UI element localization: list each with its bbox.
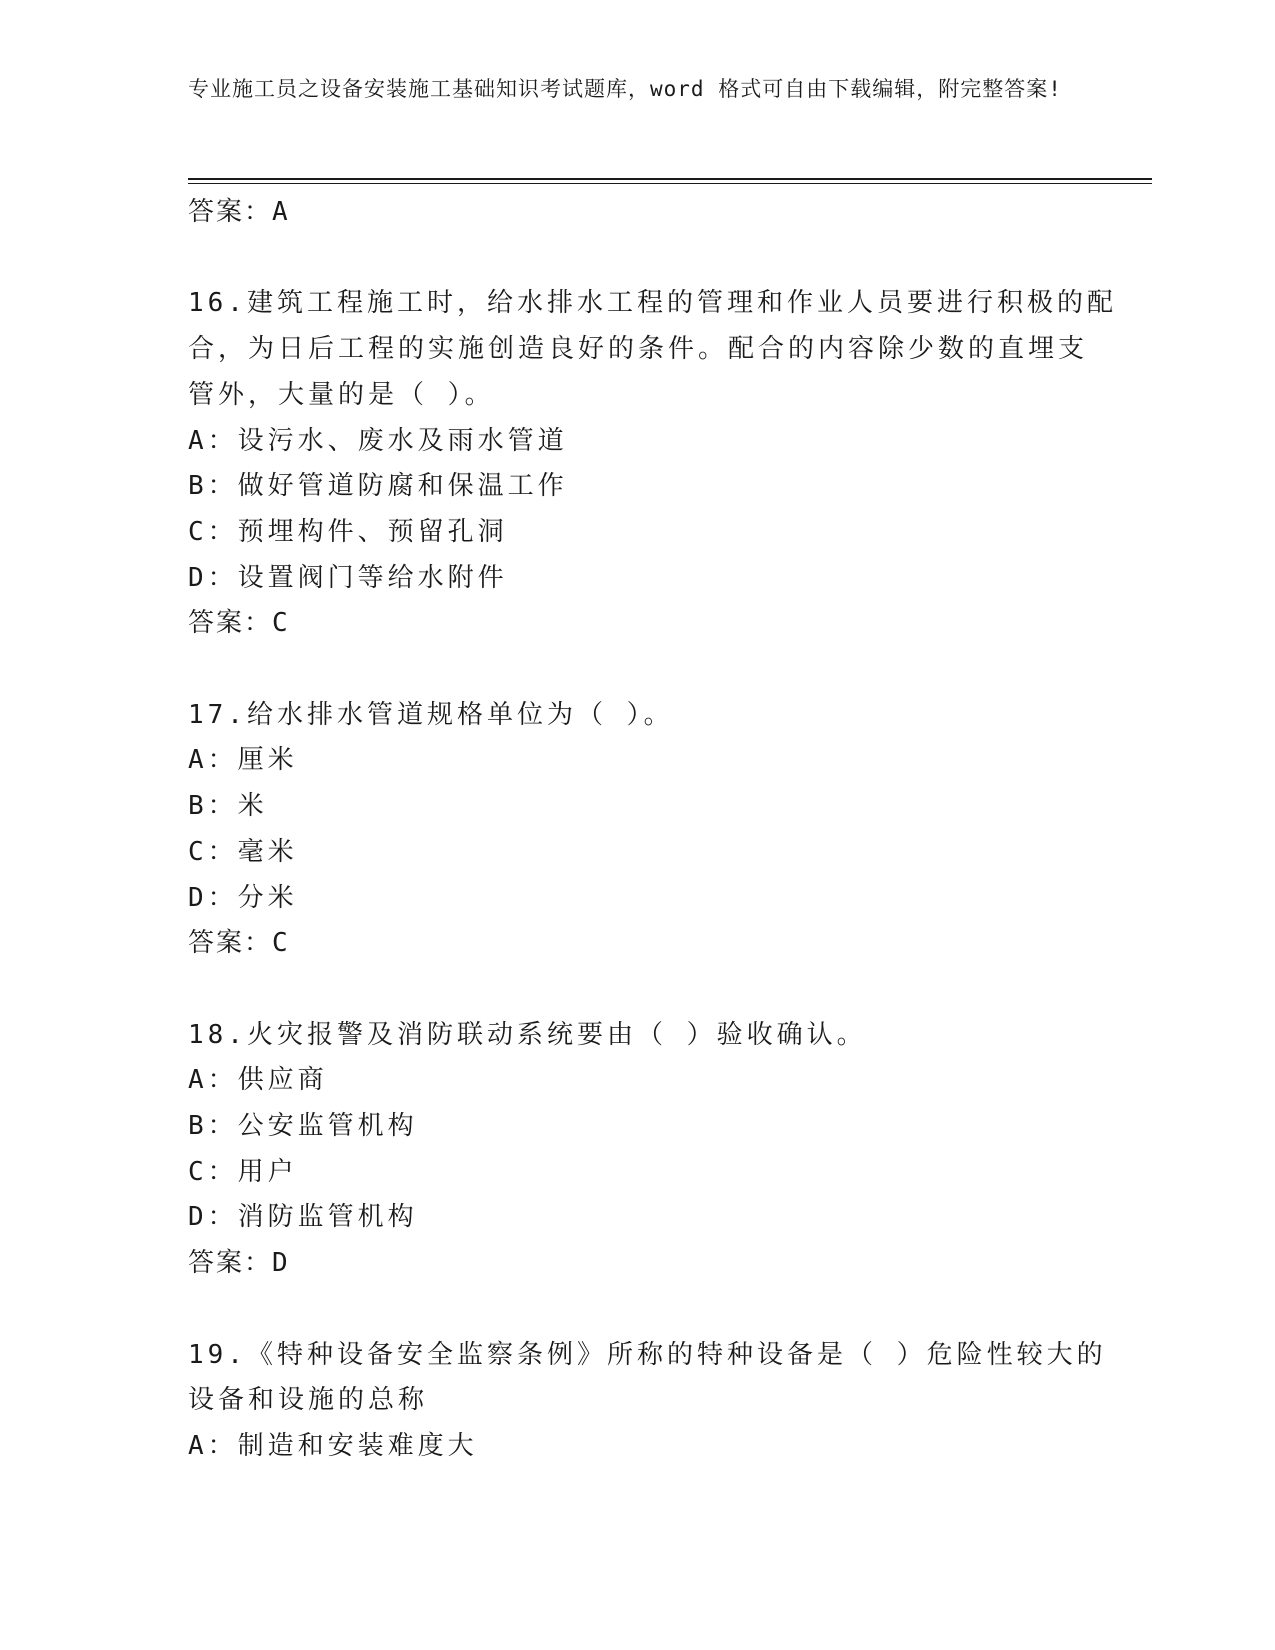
option-a: A：厘米 xyxy=(188,745,298,776)
document-header: 专业施工员之设备安装施工基础知识考试题库，word 格式可自由下载编辑，附完整答案! xyxy=(188,77,1062,101)
question-list xyxy=(188,190,1117,1470)
question-18 xyxy=(188,1013,1088,1287)
question-stem-line: 16.建筑工程施工时，给水排水工程的管理和作业人员要进行积极的配 xyxy=(188,288,1117,319)
option-d: D：分米 xyxy=(188,882,298,913)
option-a: A：制造和安装难度大 xyxy=(188,1430,478,1461)
answer-value: D xyxy=(272,1248,290,1279)
header-divider-thin xyxy=(188,183,1152,184)
answer-value: A xyxy=(272,197,290,227)
option-d: D：消防监管机构 xyxy=(188,1202,418,1233)
question-stem-line: 18.火灾报警及消防联动系统要由（ ）验收确认。 xyxy=(188,1019,867,1050)
question-stem-line: 管外，大量的是（ ）。 xyxy=(188,379,495,410)
answer-label: 答案： xyxy=(188,1248,273,1279)
question-stem-line: 19.《特种设备安全监察条例》所称的特种设备是（ ）危险性较大的 xyxy=(188,1339,1107,1370)
answer-prev xyxy=(188,190,1088,236)
spacer xyxy=(188,647,1088,693)
answer xyxy=(188,1241,1088,1287)
header-divider-thick xyxy=(188,178,1152,180)
question-17 xyxy=(188,693,1088,967)
answer xyxy=(188,921,1088,967)
answer-value: C xyxy=(272,608,290,639)
option-d: D：设置阀门等给水附件 xyxy=(188,562,508,593)
question-stem-line: 17.给水排水管道规格单位为（ ）。 xyxy=(188,699,674,730)
question-stem-line: 设备和设施的总称 xyxy=(188,1385,429,1416)
spacer xyxy=(188,236,1088,282)
option-c: C：用户 xyxy=(188,1156,298,1187)
option-a: A：设污水、废水及雨水管道 xyxy=(188,425,568,456)
option-c: C：预埋构件、预留孔洞 xyxy=(188,516,508,547)
question-16 xyxy=(188,281,1117,647)
option-a: A：供应商 xyxy=(188,1065,328,1096)
spacer xyxy=(188,967,1088,1013)
option-b: B：米 xyxy=(188,791,268,822)
answer-label: 答案： xyxy=(188,928,273,959)
spacer xyxy=(188,1287,1088,1333)
option-b: B：公安监管机构 xyxy=(188,1111,418,1142)
answer xyxy=(188,601,1088,647)
option-b: B：做好管道防腐和保温工作 xyxy=(188,471,568,502)
answer-value: C xyxy=(272,928,290,959)
question-stem-line: 合，为日后工程的实施创造良好的条件。配合的内容除少数的直埋支 xyxy=(188,334,1089,365)
answer-label: 答案： xyxy=(188,608,273,639)
question-19 xyxy=(188,1333,1107,1470)
option-c: C：毫米 xyxy=(188,836,298,867)
answer-label: 答案： xyxy=(188,197,273,227)
